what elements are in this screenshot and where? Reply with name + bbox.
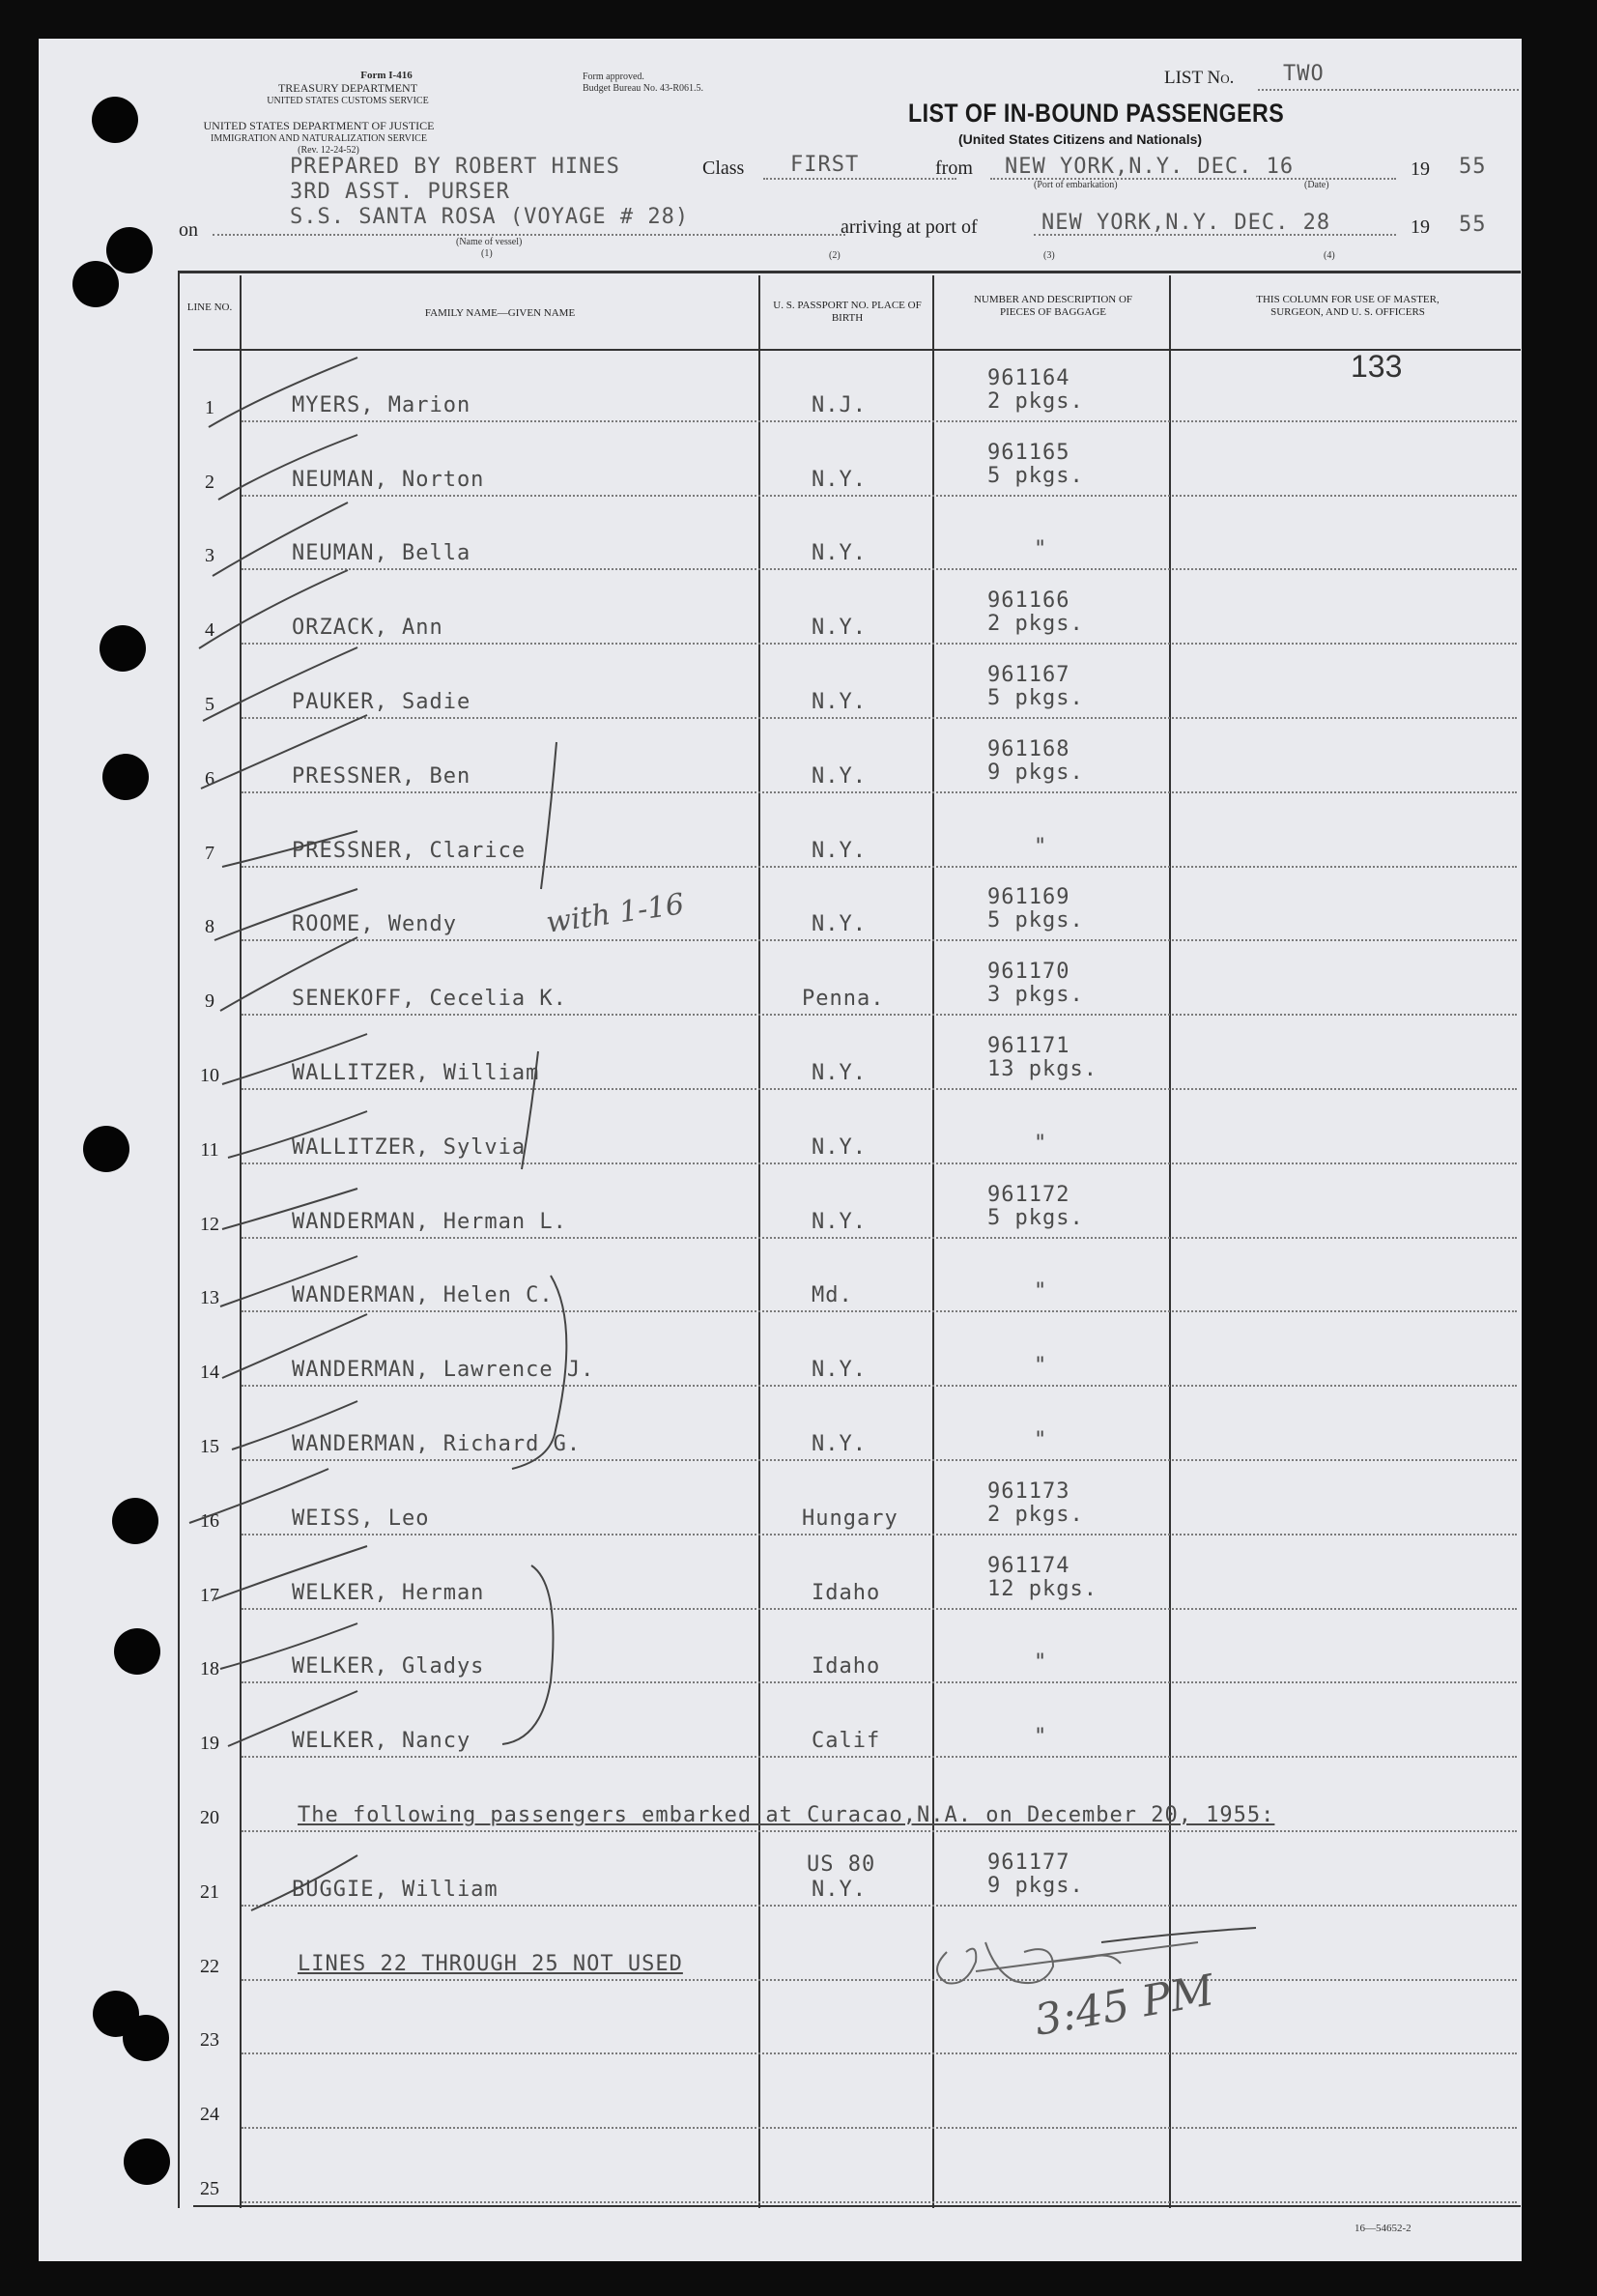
col-header-officers: THIS COLUMN FOR USE OF MASTER, SURGEON, AND U. S. OFFICERS	[1256, 294, 1440, 318]
place-of-birth: Calif	[812, 1729, 881, 1754]
baggage-pieces: "	[1034, 1725, 1048, 1750]
passenger-name: ROOME, Wendy	[292, 912, 457, 937]
baggage-number: 961169	[987, 885, 1070, 910]
line-number: 19	[200, 1733, 219, 1755]
place-of-birth: Hungary	[802, 1506, 898, 1531]
customs-service: UNITED STATES CUSTOMS SERVICE	[267, 96, 429, 106]
arriving-label: arriving at port of	[841, 216, 978, 238]
baggage-pieces: 2 pkgs.	[987, 1502, 1084, 1527]
baggage-number: 961167	[987, 663, 1070, 687]
baggage-number: 961164	[987, 365, 1070, 390]
place-of-birth: Idaho	[812, 1654, 881, 1679]
justice-dept: UNITED STATES DEPARTMENT OF JUSTICE	[203, 119, 435, 132]
line-number: 6	[205, 767, 214, 789]
baggage-number: 961170	[987, 960, 1070, 985]
prepared-by-title: 3RD ASST. PURSER	[290, 180, 510, 204]
baggage-pieces: "	[1034, 1354, 1048, 1379]
passenger-name: WANDERMAN, Helen C.	[292, 1283, 554, 1308]
passenger-name: WELKER, Nancy	[292, 1729, 471, 1754]
vessel-name: S.S. SANTA ROSA (VOYAGE # 28)	[290, 205, 690, 229]
col-header-line-no: LINE NO.	[186, 301, 233, 313]
arriving-value: NEW YORK,N.Y. DEC. 28	[1041, 211, 1331, 235]
line-number: 7	[205, 842, 214, 864]
line-number: 22	[200, 1955, 219, 1977]
baggage-pieces: 2 pkgs.	[987, 388, 1084, 414]
passenger-name: WANDERMAN, Lawrence J.	[292, 1358, 595, 1383]
line-number: 21	[200, 1880, 219, 1903]
baggage-pieces: "	[1034, 1428, 1048, 1452]
baggage-number: 961173	[987, 1478, 1070, 1504]
place-of-birth: N.Y.	[812, 1877, 867, 1902]
place-of-birth: Penna.	[802, 987, 885, 1012]
line-number: 1	[205, 396, 214, 418]
passenger-name: WALLITZER, William	[292, 1061, 540, 1085]
baggage-pieces: 9 pkgs.	[987, 1873, 1084, 1898]
baggage-pieces: "	[1034, 1279, 1048, 1305]
baggage-pieces: 5 pkgs.	[987, 463, 1084, 488]
line-number: 25	[200, 2178, 219, 2199]
passenger-name: BUGGIE, William	[292, 1877, 499, 1902]
place-of-birth: N.Y.	[812, 541, 867, 566]
line-number: 14	[200, 1362, 219, 1384]
line-number: 16	[200, 1509, 219, 1532]
baggage-pieces: "	[1034, 834, 1048, 859]
line-number: 23	[200, 2029, 219, 2052]
passenger-name: PRESSNER, Ben	[292, 763, 471, 789]
passenger-name: NEUMAN, Norton	[292, 467, 485, 492]
line-number: 10	[200, 1065, 219, 1086]
passenger-name: WELKER, Gladys	[292, 1654, 485, 1679]
baggage-pieces: 5 pkgs.	[987, 686, 1084, 710]
place-of-birth: N.Y.	[812, 467, 867, 492]
arr-year-prefix: 19	[1411, 216, 1430, 238]
line-number: 15	[200, 1436, 219, 1457]
baggage-pieces: 3 pkgs.	[987, 983, 1084, 1008]
from-label: from	[935, 158, 973, 179]
passenger-name: ORZACK, Ann	[292, 616, 443, 641]
treasury-dept: TREASURY DEPARTMENT	[277, 81, 418, 95]
line-number: 4	[205, 619, 214, 642]
place-of-birth: N.Y.	[812, 1134, 867, 1160]
revision: (Rev. 12-24-52)	[298, 145, 359, 156]
from-value: NEW YORK,N.Y. DEC. 16	[1005, 155, 1295, 179]
passenger-name: WELKER, Herman	[292, 1580, 485, 1605]
line-number: 20	[200, 1807, 219, 1828]
place-of-birth: N.Y.	[812, 1432, 867, 1456]
passenger-name: SENEKOFF, Cecelia K.	[292, 987, 567, 1012]
place-of-birth: N.Y.	[812, 616, 867, 641]
line-number: 9	[205, 990, 214, 1013]
place-of-birth: N.Y.	[812, 763, 867, 789]
line-number: 12	[200, 1213, 219, 1235]
place-of-birth: N.Y.	[812, 1209, 867, 1234]
place-of-birth: N.Y.	[812, 1358, 867, 1383]
baggage-number: 961172	[987, 1182, 1070, 1207]
list-no-value: TWO	[1283, 62, 1325, 86]
baggage-pieces: 5 pkgs.	[987, 908, 1084, 933]
print-code: 16—54652-2	[1355, 2223, 1412, 2234]
passenger-name: WANDERMAN, Herman L.	[292, 1209, 567, 1234]
baggage-number: 961177	[987, 1850, 1070, 1875]
passenger-name: PRESSNER, Clarice	[292, 838, 527, 863]
col-header-passport: U. S. PASSPORT NO. PLACE OF BIRTH	[773, 300, 922, 324]
from-year-prefix: 19	[1411, 158, 1430, 180]
budget-bureau: Budget Bureau No. 43-R061.5.	[583, 83, 703, 94]
vessel-caption: (Name of vessel)	[456, 237, 523, 247]
col-num-3: (3)	[1043, 250, 1055, 261]
class-label: Class	[702, 158, 745, 179]
baggage-pieces: 2 pkgs.	[987, 612, 1084, 637]
handwritten-note: with 1-16	[544, 887, 687, 940]
place-of-birth: N.Y.	[812, 690, 867, 714]
baggage-pieces: "	[1034, 537, 1048, 562]
vessel-caption-num: (1)	[481, 248, 493, 259]
baggage-pieces: 9 pkgs.	[987, 760, 1084, 785]
passenger-name: NEUMAN, Bella	[292, 541, 471, 566]
line-number: 24	[200, 2104, 219, 2126]
form-approved: Form approved.	[583, 72, 644, 82]
place-of-birth: N.Y.	[812, 1061, 867, 1085]
passenger-name: WANDERMAN, Richard G.	[292, 1432, 582, 1456]
place-of-birth: N.Y.	[812, 912, 867, 937]
on-label: on	[179, 219, 198, 241]
page-subtitle: (United States Citizens and Nationals)	[958, 131, 1203, 147]
handwritten-time: 3:45 PM	[1030, 1966, 1218, 2046]
baggage-number: 961174	[987, 1553, 1070, 1578]
baggage-pieces: 13 pkgs.	[987, 1057, 1098, 1081]
baggage-pieces: 5 pkgs.	[987, 1205, 1084, 1230]
document-page	[39, 39, 1522, 2261]
handwritten-checkmarks	[39, 39, 1522, 2261]
list-no-label: LIST No.	[1164, 68, 1235, 88]
place-of-birth: N.Y.	[812, 838, 867, 863]
line-number: 17	[200, 1584, 219, 1606]
immigration-service: IMMIGRATION AND NATURALIZATION SERVICE	[211, 133, 427, 144]
row-note: LINES 22 THROUGH 25 NOT USED	[298, 1951, 683, 1976]
baggage-pieces: 12 pkgs.	[987, 1576, 1098, 1601]
arr-year: 55	[1459, 213, 1487, 237]
col-header-baggage: NUMBER AND DESCRIPTION OF PIECES OF BAGGAGE	[973, 294, 1133, 318]
row-note: The following passengers embarked at Curacao,N.A. on December 20, 1955:	[298, 1803, 1275, 1827]
baggage-pieces: "	[1034, 1650, 1048, 1676]
passport-number: US 80	[807, 1851, 876, 1877]
prepared-by: PREPARED BY ROBERT HINES	[290, 155, 620, 179]
line-number: 3	[205, 545, 214, 567]
form-number: Form I-416	[360, 70, 413, 81]
baggage-number: 961165	[987, 440, 1070, 465]
page-title: LIST OF IN-BOUND PASSENGERS	[908, 99, 1285, 128]
baggage-number: 961168	[987, 736, 1070, 761]
baggage-number: 961166	[987, 588, 1070, 614]
baggage-number: 961171	[987, 1034, 1070, 1058]
class-value: FIRST	[790, 153, 860, 177]
passenger-name: WALLITZER, Sylvia	[292, 1134, 527, 1160]
line-number: 11	[200, 1138, 219, 1161]
place-of-birth: Md.	[812, 1283, 853, 1308]
line-number: 8	[205, 916, 214, 938]
line-number: 13	[200, 1287, 219, 1309]
place-of-birth: N.J.	[812, 392, 867, 417]
date-caption: (Date)	[1304, 180, 1329, 190]
col-num-2: (2)	[829, 250, 841, 261]
handwritten-signature	[908, 1913, 1217, 2010]
port-embark-caption: (Port of embarkation)	[1034, 180, 1118, 190]
place-of-birth: Idaho	[812, 1580, 881, 1605]
passenger-name: WEISS, Leo	[292, 1506, 430, 1531]
col-num-4: (4)	[1324, 250, 1335, 261]
passenger-name: MYERS, Marion	[292, 392, 471, 417]
from-year: 55	[1459, 155, 1487, 179]
passenger-name: PAUKER, Sadie	[292, 690, 471, 714]
baggage-pieces: "	[1034, 1131, 1048, 1156]
officer-mark: 133	[1351, 348, 1403, 384]
line-number: 5	[205, 694, 214, 715]
col-header-name: FAMILY NAME—GIVEN NAME	[424, 307, 576, 319]
line-number: 2	[205, 471, 214, 493]
line-number: 18	[200, 1658, 219, 1680]
